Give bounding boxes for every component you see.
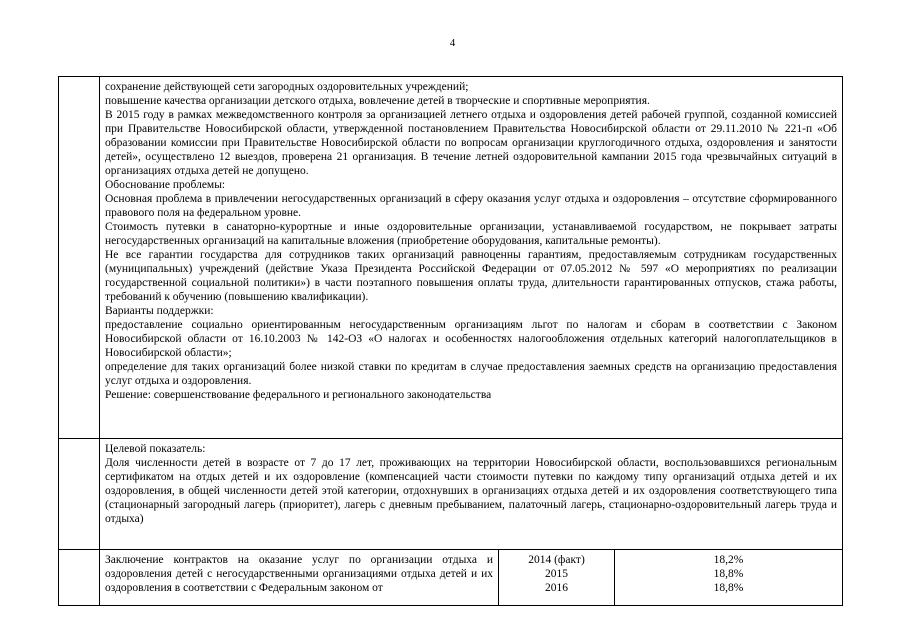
- percent-value: 18,8%: [713, 582, 744, 594]
- year-value: 2016: [545, 582, 568, 594]
- indicator-table: [100, 550, 842, 605]
- empty-cell: [59, 77, 100, 439]
- paragraph: сохранение действующей сети загородных оздоровительных учреждений;: [105, 81, 469, 93]
- paragraph: повышение качества организации детского отдыха, вовлечение детей в творческие и спортивные мероприятия.: [105, 95, 650, 107]
- paragraph: Доля численности детей в возрасте от 7 до 17 лет, проживающих на территории Новосибирской области, воспользовавшихся региональным сертификатом на отдых детей и их оздоровление (компенсацией части стоимости путевки по каждому типу организаций отдыха детей и их оздоровления, в общей численности детей этой категории, отдохнувших в организациях отдыха детей и их оздоровления соответствующего типа (стационарный загородный лагерь (приоритет), лагерь с дневным пребыванием, палаточный лагерь, стационарно-оздоровительный лагерь труда и отдыха): [105, 457, 837, 525]
- paragraph: Основная проблема в привлечении негосударственных организаций в сферу оказания услуг отдыха и оздоровления – отсутствие сформированного правового поля на федеральном уровне.: [105, 193, 837, 219]
- page-number: 4: [449, 37, 456, 49]
- table-row: [59, 550, 843, 606]
- year-value: 2015: [545, 568, 568, 580]
- paragraph: Решение: совершенствование федерального и регионального законодательства: [105, 389, 492, 401]
- paragraph: Стоимость путевки в санаторно-курортные и иные оздоровительные организации, устанавливаемой государством, не покрывает затраты негосударственных организаций на капитальные вложения (приобретение оборудования, капитальные ремонты).: [105, 221, 837, 247]
- table-row: [59, 77, 843, 439]
- paragraph: предоставление социально ориентированным негосударственным организациям льгот по налогам и сборам в соответствии с Законом Новосибирской области от 16.10.2003 № 142-ОЗ «О налогах и особенностях налогообложения отдельных категорий налогоплательщиков в Новосибирской области»;: [105, 319, 837, 359]
- percent-value: 18,8%: [713, 568, 744, 580]
- values-column: [615, 550, 843, 605]
- percent-value: 18,2%: [713, 554, 744, 566]
- paragraph: Не все гарантии государства для сотрудников таких организаций равноценны гарантиям, предоставляемым сотрудникам государственных (муниципальных) учреждений (действие Указа Президента Российской Федерации от 07.05.2012 № 597 «О мероприятиях по реализации государственной социальной политики») в части поэтапного повышения оплаты труда, длительности гарантированных отпусков, стажа работы, требований к обучению (повышению квалификации).: [105, 249, 837, 303]
- text-cell: [100, 439, 843, 550]
- empty-cell: [59, 439, 100, 550]
- paragraph-heading: Целевой показатель:: [105, 443, 206, 455]
- year-value: 2014 (факт): [528, 554, 585, 566]
- contract-text: Заключение контрактов на оказание услуг по организации отдыха и оздоровления детей с негосударственными организациями отдыха детей и их оздоровления в соответствии с Федеральным законом от: [100, 550, 499, 605]
- empty-cell: [59, 550, 100, 606]
- paragraph: определение для таких организаций более низкой ставки по кредитам в случае предоставления заемных средств на организацию предоставления услуг отдыха и оздоровления.: [105, 361, 837, 387]
- paragraph: В 2015 году в рамках межведомственного контроля за организацией летнего отдыха и оздоровления детей рабочей группой, созданной комиссией при Правительстве Новосибирской области, утвержденной постановлением Правительства Новосибирской области от 29.11.2010 № 221-п «Об образовании комиссии при Правительстве Новосибирской области по вопросам организации круглогодичного отдыха, оздоровления и занятости детей», осуществлено 12 выездов, проверена 21 организация. В течение летней оздоровительной кампании 2015 года чрезвычайных ситуаций в организациях отдыха детей не допущено.: [105, 109, 837, 177]
- table-row: [59, 439, 843, 550]
- indicator-cell: [100, 550, 843, 606]
- paragraph-heading: Обоснование проблемы:: [105, 179, 226, 191]
- content-table: [58, 76, 843, 606]
- years-column: [499, 550, 615, 605]
- paragraph-heading: Варианты поддержки:: [105, 305, 214, 317]
- text-cell: [100, 77, 843, 439]
